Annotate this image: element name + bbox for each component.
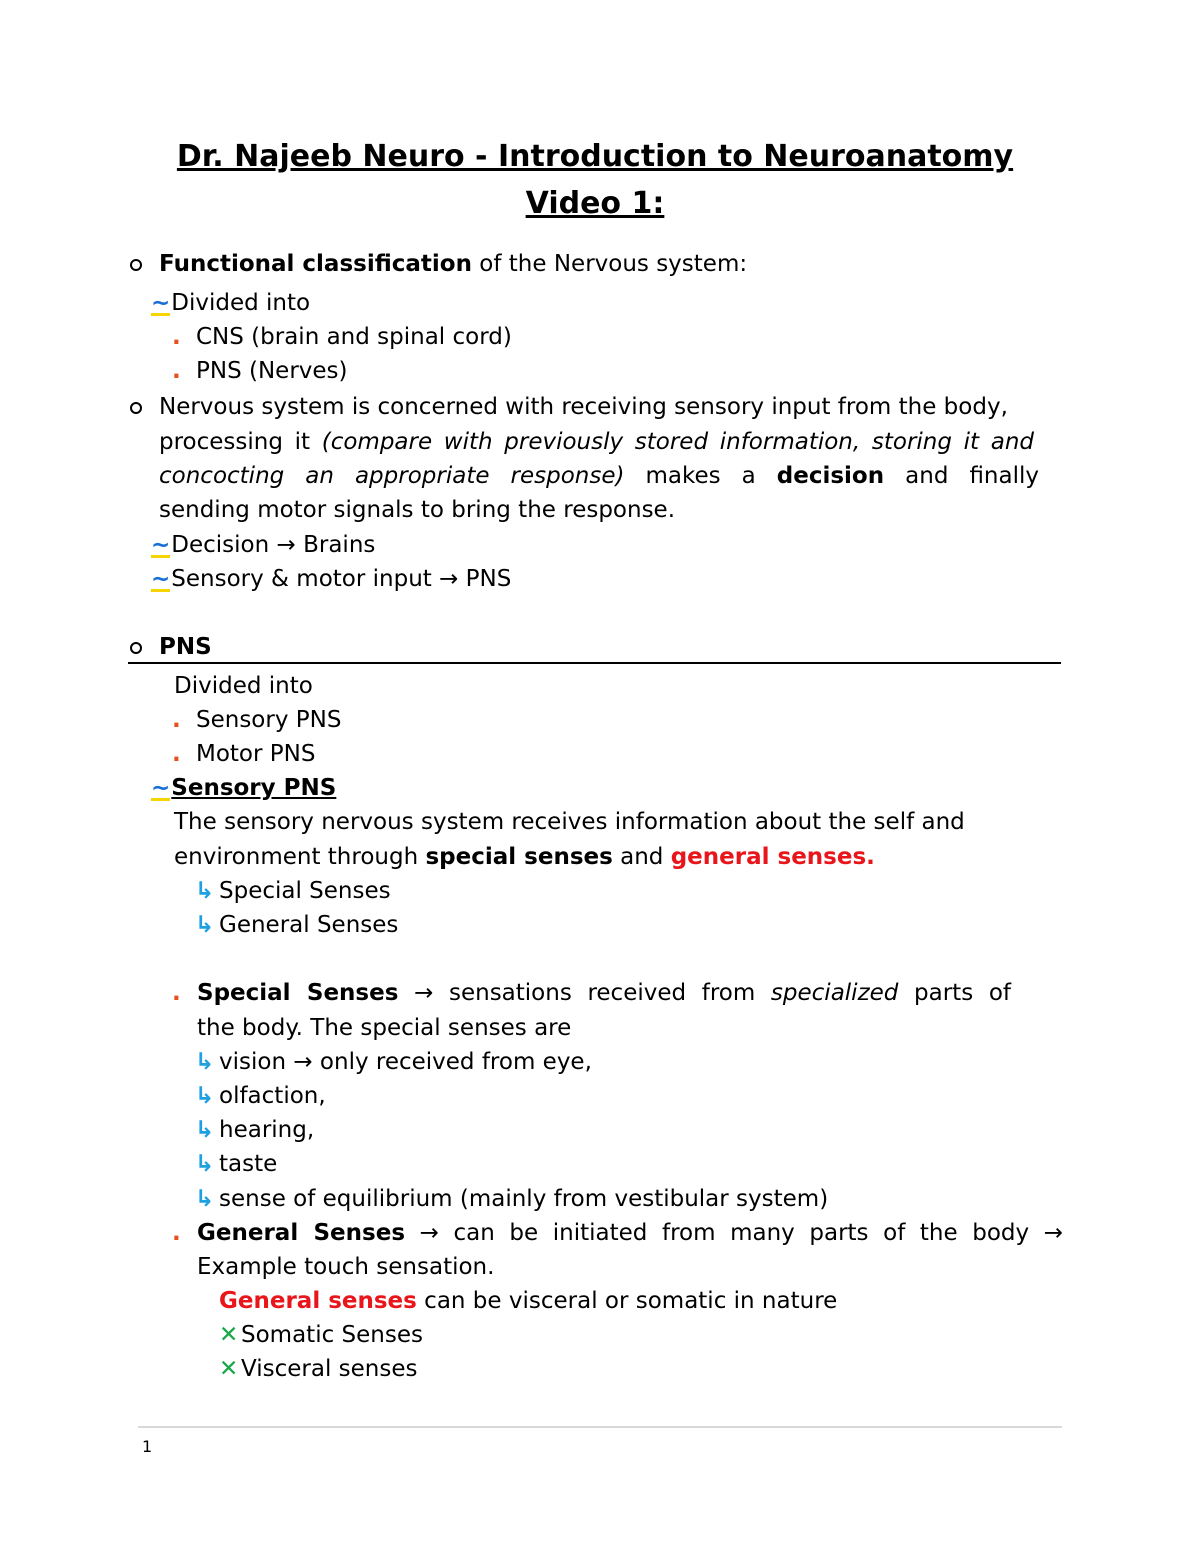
list-item-text: vision → only received from eye, <box>219 1049 592 1075</box>
text-italic: concocting an appropriate response) <box>159 463 625 489</box>
text-normal: processing it <box>159 429 322 455</box>
text-red: General senses <box>219 1288 417 1314</box>
text-normal: and finally <box>884 463 1039 489</box>
list-item <box>195 1047 592 1077</box>
text-normal: can be visceral or somatic in nature <box>416 1288 838 1314</box>
dot-bullet-icon: . <box>172 324 181 350</box>
text-bold: special senses <box>425 844 613 870</box>
text-bold: General Senses <box>197 1220 406 1246</box>
list-item <box>195 1184 828 1214</box>
list-item-text: sense of equilibrium (mainly from vestibular system) <box>219 1186 829 1212</box>
text-normal: → sensations received from <box>398 980 771 1006</box>
list-item-text: taste <box>219 1151 278 1177</box>
list-item-text: olfaction, <box>219 1083 326 1109</box>
section2-line3 <box>159 461 1039 491</box>
page-title-line2: Video 1: <box>525 186 665 221</box>
pns-divided: Divided into <box>174 673 313 699</box>
dot-bullet-icon: . <box>172 358 181 384</box>
list-item <box>195 1081 326 1111</box>
list-item-text: hearing, <box>219 1117 315 1143</box>
list-item <box>195 876 391 906</box>
list-item <box>172 705 341 735</box>
tilde-bullet-icon: ~ <box>151 775 171 801</box>
special-senses-line1 <box>197 978 1011 1008</box>
text-bold: Special Senses <box>197 980 399 1006</box>
sensory-pns-heading <box>151 773 336 803</box>
arrow-bullet-icon: ↳ <box>195 878 215 904</box>
page-number: 1 <box>142 1437 153 1456</box>
list-item <box>151 288 310 318</box>
tilde-bullet-icon: ~ <box>151 290 171 316</box>
sensory-para-line2 <box>174 842 875 872</box>
x-bullet-icon: ✕ <box>219 1322 239 1348</box>
dot-bullet-icon: . <box>172 707 181 733</box>
dot-bullet-icon: . <box>172 1220 181 1246</box>
list-item <box>151 564 511 594</box>
page-title-line1: Dr. Najeeb Neuro - Introduction to Neuroanatomy <box>176 139 1014 174</box>
general-senses-note <box>219 1286 837 1316</box>
list-item <box>151 530 375 560</box>
list-item <box>219 1354 417 1384</box>
list-item-text: Somatic Senses <box>241 1322 423 1348</box>
list-item-text: Visceral senses <box>241 1356 418 1382</box>
special-senses-line2: the body. The special senses are <box>197 1015 572 1041</box>
arrow-bullet-icon: ↳ <box>195 1083 215 1109</box>
text-italic: specialized <box>770 980 899 1006</box>
sensory-para-line1: The sensory nervous system receives information about the self and <box>174 809 965 835</box>
arrow-bullet-icon: ↳ <box>195 1049 215 1075</box>
list-item-text: Special Senses <box>219 878 391 904</box>
list-item-text: Sensory PNS <box>196 707 342 733</box>
list-item <box>172 322 512 352</box>
circle-bullet-icon <box>130 402 142 414</box>
general-senses-line2: Example touch sensation. <box>197 1254 495 1280</box>
list-item <box>219 1320 423 1350</box>
section1-heading-bold: Functional classification <box>159 251 472 277</box>
list-item-text: General Senses <box>219 912 399 938</box>
text-normal: parts of <box>898 980 1012 1006</box>
text-italic: (compare with previously stored information, storing it and <box>321 429 1034 455</box>
tilde-bullet-icon: ~ <box>151 566 171 592</box>
section1-heading <box>159 249 747 279</box>
section2-line4: sending motor signals to bring the response. <box>159 497 676 523</box>
list-item <box>195 1115 314 1145</box>
list-item <box>195 1149 277 1179</box>
list-item <box>172 739 315 769</box>
list-item-text: PNS (Nerves) <box>196 358 348 384</box>
dot-bullet-icon: . <box>172 741 181 767</box>
arrow-bullet-icon: ↳ <box>195 1117 215 1143</box>
heading-rule <box>128 662 1061 664</box>
list-item-text: Sensory & motor input → PNS <box>171 566 512 592</box>
circle-bullet-icon <box>130 642 142 654</box>
text-normal: makes a <box>624 463 777 489</box>
text-normal: and <box>612 844 671 870</box>
arrow-bullet-icon: ↳ <box>195 912 215 938</box>
text-normal: → can be initiated from many parts of the body → <box>405 1220 1063 1246</box>
text-normal: environment through <box>174 844 426 870</box>
arrow-bullet-icon: ↳ <box>195 1186 215 1212</box>
dot-bullet-icon: . <box>172 980 181 1006</box>
special-bullet <box>172 978 196 1008</box>
section2-line1: Nervous system is concerned with receiving sensory input from the body, <box>159 394 1008 420</box>
general-senses-line1 <box>197 1218 1063 1248</box>
section3-heading: PNS <box>159 634 212 660</box>
list-item <box>195 910 398 940</box>
arrow-bullet-icon: ↳ <box>195 1151 215 1177</box>
list-item-text: CNS (brain and spinal cord) <box>196 324 512 350</box>
general-bullet <box>172 1218 196 1248</box>
circle-bullet-icon <box>130 259 142 271</box>
tilde-bullet-icon: ~ <box>151 532 171 558</box>
list-item-text: Divided into <box>171 290 311 316</box>
text-red: general senses. <box>670 844 875 870</box>
text-bold: decision <box>776 463 885 489</box>
footer-rule <box>138 1426 1062 1428</box>
list-item-text: Decision → Brains <box>171 532 376 558</box>
list-item-text: Motor PNS <box>196 741 316 767</box>
sensory-pns-heading-text: Sensory PNS <box>171 775 337 801</box>
list-item <box>172 356 348 386</box>
section1-heading-rest: of the Nervous system: <box>471 251 748 277</box>
x-bullet-icon: ✕ <box>219 1356 239 1382</box>
section2-line2 <box>159 427 1034 457</box>
